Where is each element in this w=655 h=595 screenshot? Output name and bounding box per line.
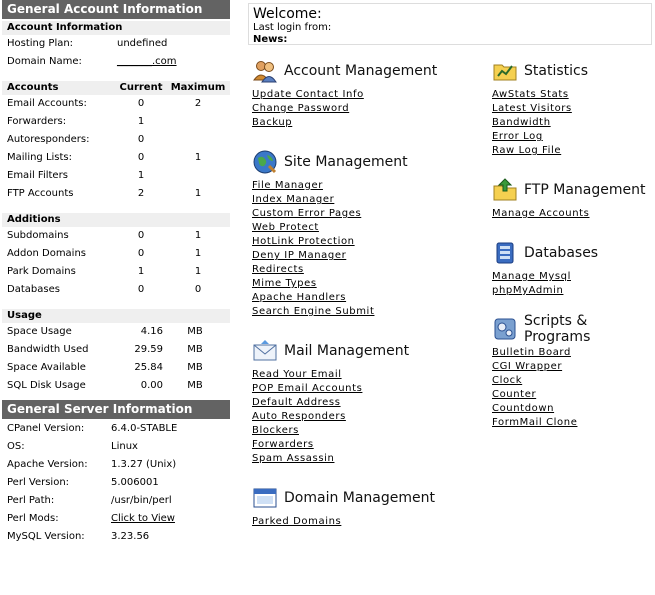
row-label: Email Filters (7, 170, 68, 181)
users-icon (252, 58, 278, 84)
site-management-group (252, 149, 408, 319)
usage-row (2, 323, 230, 341)
folder-chart-icon (492, 58, 518, 84)
count-row (2, 167, 230, 185)
welcome-title: Welcome: (253, 6, 322, 22)
row-label: Email Accounts: (7, 98, 87, 109)
usage-row (2, 377, 230, 395)
current-value: 0 (137, 284, 145, 295)
gears-icon (492, 316, 518, 342)
link-pop-email-accounts[interactable]: POP Email Accounts (252, 383, 363, 394)
link-forwarders[interactable]: Forwarders (252, 439, 314, 450)
account-info-panel (2, 0, 230, 546)
maximum-value: 1 (194, 266, 202, 277)
scripts-programs-group (492, 313, 655, 430)
info-label: Domain Name: (7, 56, 82, 67)
count-row (2, 281, 230, 299)
link-default-address[interactable]: Default Address (252, 397, 341, 408)
server-value: 3.23.56 (111, 531, 150, 542)
usage-row (2, 341, 230, 359)
ftp-management-group (492, 177, 645, 221)
domain-management-group (252, 485, 435, 529)
link-backup[interactable]: Backup (252, 117, 293, 128)
folder-arrow-icon (492, 177, 518, 203)
account-management-header (252, 58, 437, 84)
row-label: Addon Domains (7, 248, 87, 259)
info-label: Hosting Plan: (7, 38, 74, 49)
server-value: 1.3.27 (Unix) (111, 459, 177, 470)
link-clock[interactable]: Clock (492, 375, 523, 386)
mail-management-group (252, 338, 409, 466)
server-row (2, 474, 230, 492)
info-row (2, 53, 230, 71)
row-label: FTP Accounts (7, 188, 74, 199)
link-read-your-email[interactable]: Read Your Email (252, 369, 342, 380)
maximum-col-header: Maximum (170, 82, 226, 93)
usage-label: Space Available (7, 362, 86, 373)
usage-unit: MB (187, 344, 203, 355)
link-index-manager[interactable]: Index Manager (252, 194, 335, 205)
info-row (2, 35, 230, 53)
domain-management-header (252, 485, 435, 511)
databases-group (492, 240, 598, 298)
server-label: Apache Version: (7, 459, 88, 470)
general-account-header: General Account Information (2, 0, 230, 19)
site-management-title: Site Management (284, 154, 408, 170)
maximum-value (167, 131, 229, 149)
server-label: Perl Mods: (7, 513, 59, 524)
domain-name-link[interactable]: _______.com (117, 56, 177, 67)
accounts-title: Accounts (7, 82, 59, 93)
link-update-contact-info[interactable]: Update Contact Info (252, 89, 364, 100)
statistics-group (492, 58, 588, 158)
additions-title: Additions (2, 213, 230, 227)
welcome-box (248, 3, 652, 45)
server-label: Perl Path: (7, 495, 55, 506)
link-formmail-clone[interactable]: FormMail Clone (492, 417, 578, 428)
scripts-programs-header (492, 313, 655, 345)
count-row (2, 227, 230, 245)
link-custom-error-pages[interactable]: Custom Error Pages (252, 208, 362, 219)
link-bandwidth[interactable]: Bandwidth (492, 117, 551, 128)
last-login-text: Last login from: (253, 22, 332, 33)
maximum-value: 1 (194, 188, 202, 199)
databases-title: Databases (524, 245, 599, 261)
maximum-value: 0 (194, 284, 202, 295)
server-label: OS: (7, 441, 25, 452)
envelope-icon (252, 338, 278, 364)
statistics-title: Statistics (524, 63, 588, 79)
usage-title: Usage (2, 309, 230, 323)
link-awstats-stats[interactable]: AwStats Stats (492, 89, 569, 100)
link-raw-log-file[interactable]: Raw Log File (492, 145, 562, 156)
link-manage-mysql[interactable]: Manage Mysql (492, 271, 571, 282)
count-row (2, 131, 230, 149)
server-row (2, 420, 230, 438)
database-icon (492, 240, 518, 266)
link-phpmyadmin[interactable]: phpMyAdmin (492, 285, 564, 296)
ftp-management-title: FTP Management (524, 182, 646, 198)
server-value: 5.006001 (111, 477, 159, 488)
count-row (2, 95, 230, 113)
link-apache-handlers[interactable]: Apache Handlers (252, 292, 347, 303)
row-label: Forwarders: (7, 116, 67, 127)
link-bulletin-board[interactable]: Bulletin Board (492, 347, 571, 358)
server-value: 6.4.0-STABLE (111, 423, 178, 434)
current-value: 0 (137, 98, 145, 109)
row-label: Databases (7, 284, 60, 295)
usage-unit: MB (187, 362, 203, 373)
usage-value: 29.59 (134, 344, 163, 355)
count-row (2, 263, 230, 281)
maximum-value: 1 (194, 230, 202, 241)
link-counter[interactable]: Counter (492, 389, 537, 400)
usage-row (2, 359, 230, 377)
ftp-management-header (492, 177, 645, 203)
scripts-programs-title: Scripts & Programs (524, 313, 591, 345)
count-row (2, 149, 230, 167)
mail-management-header (252, 338, 409, 364)
server-row (2, 528, 230, 546)
server-label: MySQL Version: (7, 531, 85, 542)
maximum-value (167, 113, 229, 131)
maximum-value: 1 (194, 152, 202, 163)
news-label: News: (253, 34, 288, 45)
server-label: Perl Version: (7, 477, 70, 488)
current-value: 1 (137, 116, 145, 127)
server-row (2, 492, 230, 510)
usage-label: Space Usage (7, 326, 72, 337)
link-change-password[interactable]: Change Password (252, 103, 350, 114)
link-deny-ip-manager[interactable]: Deny IP Manager (252, 250, 347, 261)
link-parked-domains[interactable]: Parked Domains (252, 516, 342, 527)
link-mime-types[interactable]: Mime Types (252, 278, 317, 289)
perl-mods-link[interactable]: Click to View (111, 513, 175, 524)
accounts-header-row (2, 81, 230, 95)
usage-value: 0.00 (140, 380, 163, 391)
maximum-value (167, 167, 229, 185)
link-error-log[interactable]: Error Log (492, 131, 543, 142)
usage-value: 4.16 (140, 326, 163, 337)
databases-header (492, 240, 598, 266)
link-manage-accounts[interactable]: Manage Accounts (492, 208, 590, 219)
general-server-header: General Server Information (2, 400, 230, 419)
link-latest-visitors[interactable]: Latest Visitors (492, 103, 572, 114)
server-row (2, 438, 230, 456)
account-info-title: Account Information (2, 21, 230, 35)
row-label: Subdomains (7, 230, 69, 241)
globe-icon (252, 149, 278, 175)
current-value: 1 (137, 266, 145, 277)
link-spam-assassin[interactable]: Spam Assassin (252, 453, 335, 464)
account-management-group (252, 58, 437, 130)
server-row (2, 456, 230, 474)
link-web-protect[interactable]: Web Protect (252, 222, 319, 233)
server-value: Linux (111, 441, 138, 452)
current-col-header: Current (119, 82, 163, 93)
current-value: 0 (137, 134, 145, 145)
info-value: undefined (117, 38, 168, 49)
site-management-header (252, 149, 408, 175)
current-value: 1 (137, 170, 145, 181)
account-management-title: Account Management (284, 63, 438, 79)
link-file-manager[interactable]: File Manager (252, 180, 323, 191)
link-redirects[interactable]: Redirects (252, 264, 304, 275)
usage-value: 25.84 (134, 362, 163, 373)
mail-management-title: Mail Management (284, 343, 410, 359)
count-row (2, 185, 230, 203)
server-value: /usr/bin/perl (111, 495, 172, 506)
row-label: Autoresponders: (7, 134, 90, 145)
usage-label: SQL Disk Usage (7, 380, 86, 391)
current-value: 2 (137, 188, 145, 199)
link-countdown[interactable]: Countdown (492, 403, 555, 414)
count-row (2, 113, 230, 131)
row-label: Park Domains (7, 266, 76, 277)
statistics-header (492, 58, 588, 84)
domain-management-title: Domain Management (284, 490, 435, 506)
link-cgi-wrapper[interactable]: CGI Wrapper (492, 361, 563, 372)
usage-unit: MB (187, 380, 203, 391)
server-label: CPanel Version: (7, 423, 85, 434)
usage-label: Bandwidth Used (7, 344, 89, 355)
link-auto-responders[interactable]: Auto Responders (252, 411, 346, 422)
link-blockers[interactable]: Blockers (252, 425, 299, 436)
link-search-engine-submit[interactable]: Search Engine Submit (252, 306, 375, 317)
usage-unit: MB (187, 326, 203, 337)
count-row (2, 245, 230, 263)
maximum-value: 2 (194, 98, 202, 109)
window-icon (252, 485, 278, 511)
current-value: 0 (137, 230, 145, 241)
server-row (2, 510, 230, 528)
row-label: Mailing Lists: (7, 152, 73, 163)
link-hotlink-protection[interactable]: HotLink Protection (252, 236, 355, 247)
current-value: 0 (137, 248, 145, 259)
current-value: 0 (137, 152, 145, 163)
maximum-value: 1 (194, 248, 202, 259)
